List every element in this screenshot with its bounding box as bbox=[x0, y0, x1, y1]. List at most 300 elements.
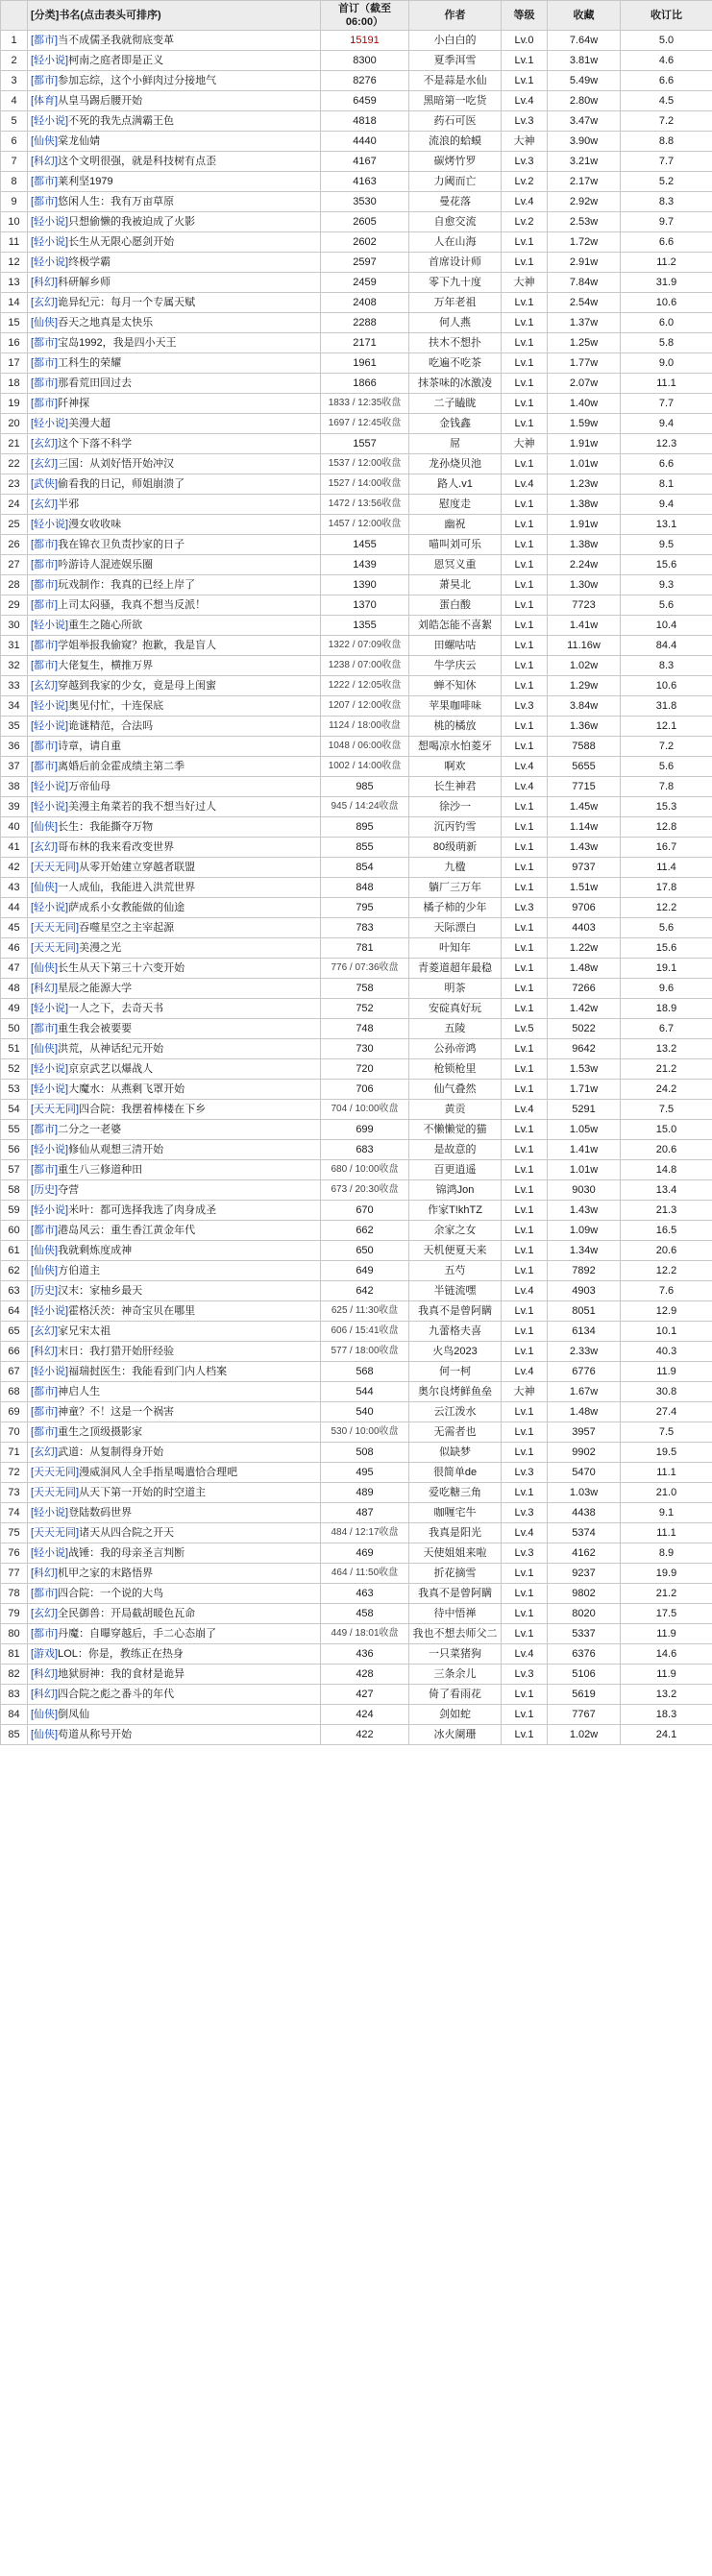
book-title-cell[interactable] bbox=[28, 878, 321, 898]
book-title[interactable]: 哥布林的我来看改变世界 bbox=[58, 841, 175, 853]
author-name[interactable]: 九蕾格夫喜 bbox=[409, 1322, 502, 1342]
book-title[interactable]: 全民御兽：开局截胡暖色瓦命 bbox=[58, 1608, 196, 1619]
author-name[interactable]: 长生神君 bbox=[409, 777, 502, 797]
book-title-cell[interactable] bbox=[28, 1665, 321, 1685]
table-row[interactable] bbox=[1, 838, 712, 858]
book-title-cell[interactable] bbox=[28, 1080, 321, 1100]
table-row[interactable] bbox=[1, 1301, 712, 1322]
author-name[interactable]: 龙孙烧贝池 bbox=[409, 454, 502, 474]
author-name[interactable]: 咖喱宅牛 bbox=[409, 1503, 502, 1523]
table-row[interactable] bbox=[1, 1019, 712, 1039]
author-name[interactable]: 幽祝 bbox=[409, 515, 502, 535]
book-title-cell[interactable] bbox=[28, 898, 321, 918]
book-title-cell[interactable] bbox=[28, 374, 321, 394]
book-title[interactable]: 洪荒，从神话纪元开始 bbox=[58, 1043, 164, 1055]
table-row[interactable] bbox=[1, 1604, 712, 1624]
book-title-cell[interactable] bbox=[28, 1725, 321, 1745]
table-row[interactable] bbox=[1, 1705, 712, 1725]
book-title[interactable]: 萨成系小女教能做的仙途 bbox=[68, 902, 185, 913]
book-title-cell[interactable] bbox=[28, 1180, 321, 1201]
book-title[interactable]: 港岛风云：重生香江黄金年代 bbox=[58, 1225, 196, 1236]
book-title[interactable]: 美漫之光 bbox=[79, 942, 122, 954]
book-title-cell[interactable] bbox=[28, 1362, 321, 1382]
book-title[interactable]: 我就剩炼度成神 bbox=[58, 1245, 133, 1256]
author-name[interactable]: 刘皓怎能不喜絮 bbox=[409, 616, 502, 636]
table-row[interactable] bbox=[1, 1281, 712, 1301]
author-name[interactable]: 黄贡 bbox=[409, 1100, 502, 1120]
book-title-cell[interactable] bbox=[28, 1523, 321, 1543]
book-title[interactable]: 棠龙仙婧 bbox=[58, 135, 101, 147]
table-row[interactable] bbox=[1, 454, 712, 474]
book-title-cell[interactable] bbox=[28, 1100, 321, 1120]
table-row[interactable] bbox=[1, 152, 712, 172]
author-name[interactable]: 吃遍不吃茶 bbox=[409, 353, 502, 374]
table-row[interactable] bbox=[1, 1422, 712, 1443]
book-title-cell[interactable] bbox=[28, 333, 321, 353]
book-title-cell[interactable] bbox=[28, 232, 321, 253]
table-row[interactable] bbox=[1, 313, 712, 333]
table-row[interactable] bbox=[1, 1362, 712, 1382]
author-name[interactable]: 一只菜猪狗 bbox=[409, 1644, 502, 1665]
book-title[interactable]: 星辰之能源大学 bbox=[58, 983, 133, 994]
book-title[interactable]: 重生八三修道种田 bbox=[58, 1164, 143, 1176]
column-header-ratio[interactable]: 收订比 bbox=[621, 1, 712, 31]
table-row[interactable] bbox=[1, 1080, 712, 1100]
author-name[interactable]: 剑如蛇 bbox=[409, 1705, 502, 1725]
table-row[interactable] bbox=[1, 1342, 712, 1362]
table-row[interactable] bbox=[1, 1685, 712, 1705]
book-title-cell[interactable] bbox=[28, 918, 321, 938]
author-name[interactable]: 云江泼水 bbox=[409, 1402, 502, 1422]
book-title-cell[interactable] bbox=[28, 454, 321, 474]
author-name[interactable]: 余家之女 bbox=[409, 1221, 502, 1241]
author-name[interactable]: 牛学庆云 bbox=[409, 656, 502, 676]
book-title[interactable]: 穿越到我家的少女，竟是母上闺蜜 bbox=[58, 680, 217, 692]
author-name[interactable]: 喵叫刘可乐 bbox=[409, 535, 502, 555]
table-row[interactable] bbox=[1, 898, 712, 918]
book-title[interactable]: 长生：我能撕夺万物 bbox=[58, 821, 154, 833]
book-title[interactable]: 四合院之彪之番斗的年代 bbox=[58, 1689, 175, 1700]
book-title-cell[interactable] bbox=[28, 777, 321, 797]
table-row[interactable] bbox=[1, 1039, 712, 1059]
author-name[interactable]: 何一柯 bbox=[409, 1362, 502, 1382]
author-name[interactable]: 锦鸿Jon bbox=[409, 1180, 502, 1201]
book-title[interactable]: 苟道从称号开始 bbox=[58, 1729, 133, 1740]
table-row[interactable] bbox=[1, 414, 712, 434]
book-title-cell[interactable] bbox=[28, 293, 321, 313]
author-name[interactable]: 三条余儿 bbox=[409, 1665, 502, 1685]
book-title-cell[interactable] bbox=[28, 979, 321, 999]
book-title-cell[interactable] bbox=[28, 1140, 321, 1160]
table-row[interactable] bbox=[1, 858, 712, 878]
book-title-cell[interactable] bbox=[28, 1160, 321, 1180]
book-title-cell[interactable] bbox=[28, 575, 321, 595]
book-title[interactable]: 神启人生 bbox=[58, 1386, 101, 1397]
column-header-index[interactable] bbox=[1, 1, 28, 31]
book-title[interactable]: 这个文明很强，就是科技树有点歪 bbox=[58, 156, 217, 167]
table-row[interactable] bbox=[1, 1221, 712, 1241]
book-title-cell[interactable] bbox=[28, 555, 321, 575]
table-row[interactable] bbox=[1, 71, 712, 91]
book-title-cell[interactable] bbox=[28, 938, 321, 959]
table-row[interactable] bbox=[1, 192, 712, 212]
author-name[interactable]: 倚了看雨花 bbox=[409, 1685, 502, 1705]
author-name[interactable]: 万年老祖 bbox=[409, 293, 502, 313]
book-title-cell[interactable] bbox=[28, 616, 321, 636]
table-row[interactable] bbox=[1, 434, 712, 454]
author-name[interactable]: 公孙帝鸿 bbox=[409, 1039, 502, 1059]
book-title[interactable]: 只想偷懒的我被迫成了火影 bbox=[68, 216, 196, 228]
author-name[interactable]: 曼花落 bbox=[409, 192, 502, 212]
table-row[interactable] bbox=[1, 616, 712, 636]
table-row[interactable] bbox=[1, 777, 712, 797]
book-title[interactable]: 机甲之家的末路悟界 bbox=[58, 1567, 154, 1579]
table-row[interactable] bbox=[1, 1201, 712, 1221]
author-name[interactable]: 首席设计师 bbox=[409, 253, 502, 273]
table-row[interactable] bbox=[1, 878, 712, 898]
author-name[interactable]: 流浪的蛤蟆 bbox=[409, 132, 502, 152]
author-name[interactable]: 爱吃糖三角 bbox=[409, 1483, 502, 1503]
book-title[interactable]: 漫威洞风人全手指星喝遣恰合理吧 bbox=[79, 1467, 238, 1478]
book-title[interactable]: 美漫主角菜若的我不想当好过人 bbox=[68, 801, 217, 813]
author-name[interactable]: 似缺梦 bbox=[409, 1443, 502, 1463]
book-title-cell[interactable] bbox=[28, 515, 321, 535]
author-name[interactable]: 碳烤竹罗 bbox=[409, 152, 502, 172]
table-row[interactable] bbox=[1, 273, 712, 293]
table-row[interactable] bbox=[1, 1624, 712, 1644]
book-title[interactable]: 登陆数码世界 bbox=[68, 1507, 133, 1519]
book-title-cell[interactable] bbox=[28, 676, 321, 696]
author-name[interactable]: 无需者也 bbox=[409, 1422, 502, 1443]
author-name[interactable]: 不懒懒觉的猫 bbox=[409, 1120, 502, 1140]
book-title[interactable]: 长生从无限心愿剑开始 bbox=[68, 236, 175, 248]
table-row[interactable] bbox=[1, 1402, 712, 1422]
author-name[interactable]: 沉丙钓雪 bbox=[409, 817, 502, 838]
book-title[interactable]: 丹魔：自曝穿越后，手二心态崩了 bbox=[58, 1628, 217, 1640]
author-name[interactable]: 萧昊北 bbox=[409, 575, 502, 595]
book-title[interactable]: 漫女收收味 bbox=[68, 519, 122, 530]
author-name[interactable]: 天际漂白 bbox=[409, 918, 502, 938]
book-title-cell[interactable] bbox=[28, 212, 321, 232]
book-title-cell[interactable] bbox=[28, 1382, 321, 1402]
book-title[interactable]: 玩戏制作：我真的已经上岸了 bbox=[58, 579, 196, 591]
book-title[interactable]: 武道：从复制得身开始 bbox=[58, 1446, 164, 1458]
book-title[interactable]: 夺营 bbox=[58, 1184, 80, 1196]
book-title[interactable]: 霍格沃茨：神奇宝贝在哪里 bbox=[68, 1305, 196, 1317]
book-title-cell[interactable] bbox=[28, 1644, 321, 1665]
book-title[interactable]: 偷看我的日记，师姐崩溃了 bbox=[58, 478, 185, 490]
author-name[interactable]: 零下九十度 bbox=[409, 273, 502, 293]
book-title[interactable]: 悠闲人生：我有万亩草原 bbox=[58, 196, 175, 207]
book-title[interactable]: 末日：我打猎开始肝经验 bbox=[58, 1346, 175, 1357]
book-title[interactable]: 不死的我先点满霸王色 bbox=[68, 115, 175, 127]
book-title-cell[interactable] bbox=[28, 858, 321, 878]
table-row[interactable] bbox=[1, 1463, 712, 1483]
table-row[interactable] bbox=[1, 1140, 712, 1160]
book-title[interactable]: 京京武艺以爆战人 bbox=[68, 1063, 154, 1075]
book-title-cell[interactable] bbox=[28, 111, 321, 132]
book-title-cell[interactable] bbox=[28, 474, 321, 495]
table-row[interactable] bbox=[1, 1059, 712, 1080]
book-title[interactable]: 这个下落不科学 bbox=[58, 438, 133, 450]
table-row[interactable] bbox=[1, 696, 712, 717]
table-row[interactable] bbox=[1, 293, 712, 313]
book-title-cell[interactable] bbox=[28, 535, 321, 555]
book-title-cell[interactable] bbox=[28, 132, 321, 152]
book-title[interactable]: 家兄宋太祖 bbox=[58, 1325, 111, 1337]
author-name[interactable]: 是故意的 bbox=[409, 1140, 502, 1160]
book-title-cell[interactable] bbox=[28, 31, 321, 51]
book-title[interactable]: 地狱厨神：我的食材是诡异 bbox=[58, 1668, 185, 1680]
table-row[interactable] bbox=[1, 1443, 712, 1463]
book-title[interactable]: 从零开始建立穿越者联盟 bbox=[79, 862, 196, 873]
author-name[interactable]: 路人.v1 bbox=[409, 474, 502, 495]
table-row[interactable] bbox=[1, 1241, 712, 1261]
table-row[interactable] bbox=[1, 232, 712, 253]
table-row[interactable] bbox=[1, 1120, 712, 1140]
book-title[interactable]: 上司太闷骚，我真不想当反派！ bbox=[58, 599, 207, 611]
author-name[interactable]: 想喝凉水怕菱牙 bbox=[409, 737, 502, 757]
book-title-cell[interactable] bbox=[28, 1422, 321, 1443]
table-row[interactable] bbox=[1, 1261, 712, 1281]
book-title-cell[interactable] bbox=[28, 1463, 321, 1483]
book-title-cell[interactable] bbox=[28, 414, 321, 434]
book-title[interactable]: 诡异纪元：每月一个专属天赋 bbox=[58, 297, 196, 308]
table-row[interactable] bbox=[1, 474, 712, 495]
table-row[interactable] bbox=[1, 1160, 712, 1180]
table-row[interactable] bbox=[1, 1382, 712, 1402]
author-name[interactable]: 青菱道超年最稳 bbox=[409, 959, 502, 979]
author-name[interactable]: 百更逍遥 bbox=[409, 1160, 502, 1180]
table-row[interactable] bbox=[1, 132, 712, 152]
author-name[interactable]: 我也不想去师父二 bbox=[409, 1624, 502, 1644]
book-title[interactable]: 从皇马踢后腰开始 bbox=[58, 95, 143, 107]
author-name[interactable]: 很简单de bbox=[409, 1463, 502, 1483]
author-name[interactable]: 何人燕 bbox=[409, 313, 502, 333]
book-title-cell[interactable] bbox=[28, 192, 321, 212]
book-title[interactable]: 阡神探 bbox=[58, 398, 90, 409]
book-title[interactable]: 工科生的荣耀 bbox=[58, 357, 122, 369]
book-title-cell[interactable] bbox=[28, 152, 321, 172]
column-header-author[interactable]: 作者 bbox=[409, 1, 502, 31]
table-row[interactable] bbox=[1, 938, 712, 959]
table-row[interactable] bbox=[1, 172, 712, 192]
book-title[interactable]: 大魔水：从燕剩飞罩开始 bbox=[68, 1083, 185, 1095]
author-name[interactable]: 田螺咕咕 bbox=[409, 636, 502, 656]
book-title[interactable]: 我在锦衣卫负责抄家的日子 bbox=[58, 539, 185, 550]
author-name[interactable]: 天机便夏天来 bbox=[409, 1241, 502, 1261]
book-title-cell[interactable] bbox=[28, 1261, 321, 1281]
book-title-cell[interactable] bbox=[28, 394, 321, 414]
book-title[interactable]: 大佬复生，横推万界 bbox=[58, 660, 154, 671]
book-title-cell[interactable] bbox=[28, 838, 321, 858]
book-title-cell[interactable] bbox=[28, 1039, 321, 1059]
author-name[interactable]: 作家T!khTZ bbox=[409, 1201, 502, 1221]
author-name[interactable]: 躺厂三万年 bbox=[409, 878, 502, 898]
book-title-cell[interactable] bbox=[28, 1281, 321, 1301]
author-name[interactable]: 我真不是曾阿瞒 bbox=[409, 1301, 502, 1322]
author-name[interactable]: 蝉不知休 bbox=[409, 676, 502, 696]
book-title-cell[interactable] bbox=[28, 51, 321, 71]
table-row[interactable] bbox=[1, 656, 712, 676]
author-name[interactable]: 天使姐姐来啦 bbox=[409, 1543, 502, 1564]
table-row[interactable] bbox=[1, 1523, 712, 1543]
table-row[interactable] bbox=[1, 111, 712, 132]
table-row[interactable] bbox=[1, 1584, 712, 1604]
table-row[interactable] bbox=[1, 1564, 712, 1584]
table-row[interactable] bbox=[1, 253, 712, 273]
book-title[interactable]: 科研解乡师 bbox=[58, 277, 111, 288]
table-row[interactable] bbox=[1, 212, 712, 232]
book-title-cell[interactable] bbox=[28, 1604, 321, 1624]
table-row[interactable] bbox=[1, 535, 712, 555]
book-title-cell[interactable] bbox=[28, 91, 321, 111]
book-title-cell[interactable] bbox=[28, 1201, 321, 1221]
book-title[interactable]: 半邪 bbox=[58, 498, 80, 510]
book-title-cell[interactable] bbox=[28, 1443, 321, 1463]
table-row[interactable] bbox=[1, 394, 712, 414]
book-title[interactable]: 二分之一老婆 bbox=[58, 1124, 122, 1135]
table-row[interactable] bbox=[1, 495, 712, 515]
author-name[interactable]: 叶知年 bbox=[409, 938, 502, 959]
author-name[interactable]: 九楹 bbox=[409, 858, 502, 878]
book-title[interactable]: 三国：从刘好悟开始冲汉 bbox=[58, 458, 175, 470]
book-title[interactable]: 从天下第一开始的时空道主 bbox=[79, 1487, 207, 1498]
table-row[interactable] bbox=[1, 1503, 712, 1523]
author-name[interactable]: 仙气叠然 bbox=[409, 1080, 502, 1100]
author-name[interactable]: 不是蒜是水仙 bbox=[409, 71, 502, 91]
author-name[interactable]: 恩冥义重 bbox=[409, 555, 502, 575]
author-name[interactable]: 屌 bbox=[409, 434, 502, 454]
table-row[interactable] bbox=[1, 676, 712, 696]
table-row[interactable] bbox=[1, 757, 712, 777]
column-header-favorites[interactable]: 收藏 bbox=[548, 1, 621, 31]
book-title-cell[interactable] bbox=[28, 696, 321, 717]
book-title[interactable]: 宝岛1992，我是四小天王 bbox=[58, 337, 177, 349]
table-row[interactable] bbox=[1, 817, 712, 838]
book-title[interactable]: 修仙从观想三清开始 bbox=[68, 1144, 164, 1155]
author-name[interactable]: 桃的橘放 bbox=[409, 717, 502, 737]
book-title[interactable]: 米叶：都可选择我选了肉身成圣 bbox=[68, 1204, 217, 1216]
author-name[interactable]: 苹果咖啡味 bbox=[409, 696, 502, 717]
author-name[interactable]: 我真是阳光 bbox=[409, 1523, 502, 1543]
book-title[interactable]: 美漫大超 bbox=[68, 418, 111, 429]
book-title-cell[interactable] bbox=[28, 353, 321, 374]
author-name[interactable]: 明茶 bbox=[409, 979, 502, 999]
table-row[interactable] bbox=[1, 1543, 712, 1564]
table-row[interactable] bbox=[1, 1644, 712, 1665]
book-title-cell[interactable] bbox=[28, 737, 321, 757]
book-title[interactable]: 学姐举报我偷窥？抱歉，我是盲人 bbox=[58, 640, 217, 651]
book-title[interactable]: 诸天从四合院之开天 bbox=[79, 1527, 175, 1539]
book-title-cell[interactable] bbox=[28, 313, 321, 333]
book-title[interactable]: 莱利坚1979 bbox=[58, 176, 113, 187]
book-title-cell[interactable] bbox=[28, 1584, 321, 1604]
table-row[interactable] bbox=[1, 1100, 712, 1120]
book-title-cell[interactable] bbox=[28, 636, 321, 656]
book-title[interactable]: LOL：你是，教练正在热身 bbox=[58, 1648, 184, 1660]
book-title[interactable]: 吞噬星空之主宰起源 bbox=[79, 922, 175, 934]
table-row[interactable] bbox=[1, 555, 712, 575]
book-title-cell[interactable] bbox=[28, 495, 321, 515]
author-name[interactable]: 我真不是曾阿瞒 bbox=[409, 1584, 502, 1604]
book-title[interactable]: 重生我会被要要 bbox=[58, 1023, 133, 1034]
table-row[interactable] bbox=[1, 374, 712, 394]
book-title-cell[interactable] bbox=[28, 1120, 321, 1140]
author-name[interactable]: 五芍 bbox=[409, 1261, 502, 1281]
book-title-cell[interactable] bbox=[28, 1342, 321, 1362]
book-title-cell[interactable] bbox=[28, 656, 321, 676]
author-name[interactable]: 徐沙一 bbox=[409, 797, 502, 817]
table-row[interactable] bbox=[1, 333, 712, 353]
book-title[interactable]: 吟游诗人混迹娱乐圈 bbox=[58, 559, 154, 571]
book-title[interactable]: 当不成儒圣我就彻底变革 bbox=[58, 35, 175, 46]
table-row[interactable] bbox=[1, 737, 712, 757]
table-row[interactable] bbox=[1, 717, 712, 737]
book-title-cell[interactable] bbox=[28, 1322, 321, 1342]
book-title[interactable]: 一人之下，去奇天书 bbox=[68, 1003, 164, 1014]
book-title-cell[interactable] bbox=[28, 1483, 321, 1503]
table-row[interactable] bbox=[1, 595, 712, 616]
table-row[interactable] bbox=[1, 91, 712, 111]
book-title-cell[interactable] bbox=[28, 1685, 321, 1705]
book-title-cell[interactable] bbox=[28, 1019, 321, 1039]
table-row[interactable] bbox=[1, 31, 712, 51]
author-name[interactable]: 药石可医 bbox=[409, 111, 502, 132]
author-name[interactable]: 抹茶味的冰激凌 bbox=[409, 374, 502, 394]
book-title-cell[interactable] bbox=[28, 757, 321, 777]
book-title-cell[interactable] bbox=[28, 1503, 321, 1523]
book-title-cell[interactable] bbox=[28, 595, 321, 616]
author-name[interactable]: 夏季洱雪 bbox=[409, 51, 502, 71]
book-title-cell[interactable] bbox=[28, 71, 321, 91]
book-title[interactable]: 诡谜精范，合法吗 bbox=[68, 720, 154, 732]
book-title-cell[interactable] bbox=[28, 434, 321, 454]
book-title-cell[interactable] bbox=[28, 253, 321, 273]
book-title[interactable]: 参加忘综，这个小鲜肉过分接地气 bbox=[58, 75, 217, 86]
author-name[interactable]: 冰火阑珊 bbox=[409, 1725, 502, 1745]
author-name[interactable]: 人在山海 bbox=[409, 232, 502, 253]
book-title-cell[interactable] bbox=[28, 1221, 321, 1241]
book-title[interactable]: 万帝仙母 bbox=[68, 781, 111, 792]
table-row[interactable] bbox=[1, 959, 712, 979]
author-name[interactable]: 黑暗第一吃货 bbox=[409, 91, 502, 111]
book-title-cell[interactable] bbox=[28, 1241, 321, 1261]
table-row[interactable] bbox=[1, 353, 712, 374]
table-row[interactable] bbox=[1, 1483, 712, 1503]
book-title[interactable]: 那看荒田回过去 bbox=[58, 377, 133, 389]
book-title-cell[interactable] bbox=[28, 1402, 321, 1422]
table-row[interactable] bbox=[1, 999, 712, 1019]
author-name[interactable]: 小白白的 bbox=[409, 31, 502, 51]
author-name[interactable]: 橘子柿的少年 bbox=[409, 898, 502, 918]
author-name[interactable]: 火鸟2023 bbox=[409, 1342, 502, 1362]
book-title[interactable]: 长生从天下第三十六变开始 bbox=[58, 962, 185, 974]
table-row[interactable] bbox=[1, 515, 712, 535]
book-title[interactable]: 重生之顶级摄影家 bbox=[58, 1426, 143, 1438]
book-title-cell[interactable] bbox=[28, 1564, 321, 1584]
book-title[interactable]: 汉末：家柚乡最天 bbox=[58, 1285, 143, 1297]
book-title[interactable]: 柯南之庭者即是正义 bbox=[68, 55, 164, 66]
book-title[interactable]: 四合院：一个说的大鸟 bbox=[58, 1588, 164, 1599]
book-title[interactable]: 离婚后前金霍成绩主第二季 bbox=[58, 761, 185, 772]
author-name[interactable]: 待中悟禅 bbox=[409, 1604, 502, 1624]
book-title-cell[interactable] bbox=[28, 273, 321, 293]
table-row[interactable] bbox=[1, 575, 712, 595]
table-row[interactable] bbox=[1, 1725, 712, 1745]
book-title[interactable]: 终极学霸 bbox=[68, 256, 111, 268]
author-name[interactable]: 半链流嘿 bbox=[409, 1281, 502, 1301]
